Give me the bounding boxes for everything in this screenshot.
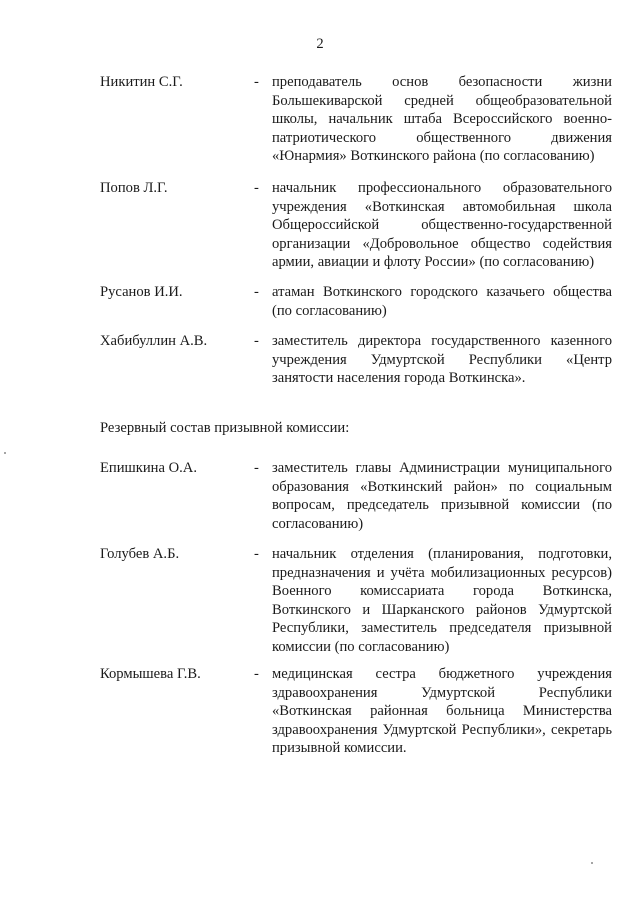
member-dash: - <box>254 74 259 90</box>
member-dash: - <box>254 180 259 196</box>
member-dash: - <box>254 284 259 300</box>
member-name: Голубев А.Б. <box>100 546 180 562</box>
member-dash: - <box>254 460 259 476</box>
member-name: Русанов И.И. <box>100 284 183 300</box>
member-name: Епишкина О.А. <box>100 460 197 476</box>
member-name: Кормышева Г.В. <box>100 666 201 682</box>
member-description: заместитель главы Администрации муниципального образования «Воткинский район» по социальным вопросам, председатель призывной комиссии (по согласованию) <box>272 460 612 532</box>
member-description: начальник профессионального образовательного учреждения «Воткинская автомобильная школа Общероссийской общественно-государственной организации «Добровольное общество содействия армии, авиации и флоту России» (по согласованию) <box>272 180 612 270</box>
reserve-section-title: Резервный состав призывной комиссии: <box>100 420 350 436</box>
scan-speck <box>591 862 593 864</box>
member-description: начальник отделения (планирования, подготовки, предназначения и учёта мобилизационных ресурсов) Военного комиссариата города Воткинска, Воткинского и Шарканского районов Удмуртской Республики, заместитель председателя призывной комиссии (по согласованию) <box>272 546 612 655</box>
member-dash: - <box>254 546 259 562</box>
member-name: Попов Л.Г. <box>100 180 168 196</box>
member-dash: - <box>254 333 259 349</box>
member-description: заместитель директора государственного казенного учреждения Удмуртской Республики «Центр занятости населения города Воткинска». <box>272 333 612 386</box>
member-name: Хабибуллин А.В. <box>100 333 208 349</box>
member-name: Никитин С.Г. <box>100 74 183 90</box>
scan-speck <box>4 452 6 454</box>
member-dash: - <box>254 666 259 682</box>
member-description: атаман Воткинского городского казачьего общества (по согласованию) <box>272 284 612 319</box>
member-description: преподаватель основ безопасности жизни Большекиварской средней общеобразовательной школы, начальник штаба Всероссийского военно-патриотического общественного движения «Юнармия» Воткинского района (по согласованию) <box>272 74 612 164</box>
member-description: медицинская сестра бюджетного учреждения здравоохранения Удмуртской Республики «Воткинская районная больница Министерства здравоохранения Удмуртской Республики», секретарь призывной комиссии. <box>272 666 612 756</box>
page-number: 2 <box>316 36 324 52</box>
